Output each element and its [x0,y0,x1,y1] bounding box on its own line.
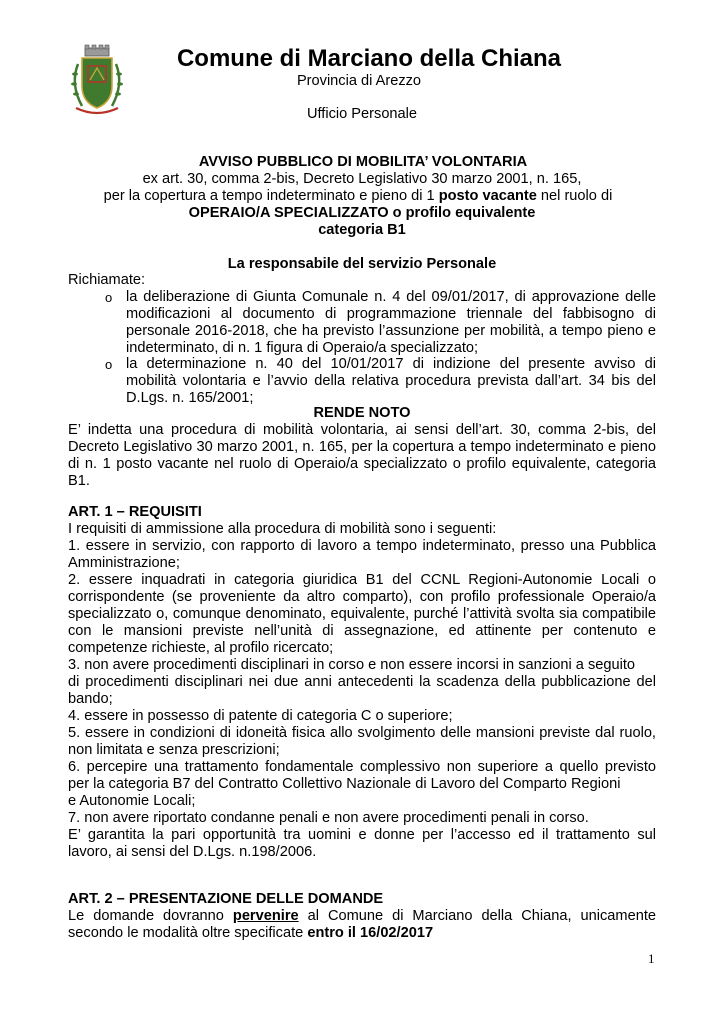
rende-noto-line: E’ indetta una procedura di mobilità volontaria, ai sensi dell’art. 30, comma 2-bis, del [68,422,656,438]
notice-title: AVVISO PUBBLICO DI MOBILITA’ VOLONTARIA [198,154,528,170]
richiamate-item-1-line: indeterminato, di n. 1 figura di Operaio/a specializzato; [126,340,479,356]
art2-line2-bold: entro il 16/02/2017 [307,925,434,941]
art1-line: bando; [68,691,113,707]
coverage-post: nel ruolo di [540,188,613,204]
art1-line: 2. essere inquadrati in categoria giuridica B1 del CCNL Regioni-Autonomie Locali o [68,572,656,588]
notice-role: OPERAIO/A SPECIALIZZATO o profilo equivalente [188,205,536,221]
art1-line: corrispondente (se proveniente da altro comparto), con profilo professionale Operaio/a [68,589,656,605]
art1-line: e Autonomie Locali; [68,793,196,809]
art1-line: competenze richieste, al profilo ricercato; [68,640,334,656]
art1-line: per la categoria B7 del Contratto Collettivo Nazionale di Lavoro del Comparto Regioni [68,776,621,792]
art1-line: di procedimenti disciplinari nei due anni antecedenti la scadenza della pubblicazione del [68,674,656,690]
art1-line: 1. essere in servizio, con rapporto di lavoro a tempo indeterminato, presso una Pubblica [68,538,656,554]
municipality-title: Comune di Marciano della Chiana [176,45,562,72]
richiamate-item-2-line: la determinazione n. 40 del 10/01/2017 di indizione del presente avviso di [126,356,656,372]
art1-line: non limitata e senza prescrizioni; [68,742,280,758]
rende-noto-line: Decreto Legislativo 30 marzo 2001, n. 165, per la copertura a tempo indeterminato e pieno [68,439,656,455]
art1-line: 5. essere in condizioni di idoneità fisica allo svolgimento delle mansioni previste dal ruolo, [68,725,656,741]
notice-legal-ref: ex art. 30, comma 2-bis, Decreto Legislativo 30 marzo 2001, n. 165, [142,171,582,187]
list-bullet: o [105,290,113,305]
rende-noto-heading: RENDE NOTO [313,405,411,421]
rende-noto-line: B1. [68,473,90,489]
coverage-bold: posto vacante [438,188,537,204]
art2-line-2 [68,925,656,942]
art1-heading: ART. 1 – REQUISITI [68,504,202,520]
richiamate-item-2-line: D.Lgs. n. 165/2001; [126,390,254,406]
notice-category: categoria B1 [318,222,406,238]
art1-line: 4. essere in possesso di patente di categoria C o superiore; [68,708,453,724]
art2-line-1 [68,908,656,925]
art1-line: Amministrazione; [68,555,180,571]
responsible-heading: La responsabile del servizio Personale [227,256,497,272]
list-bullet: o [105,357,113,372]
art1-line: specializzato o, comunque denominato, equivalente, purché l’attività svolta sia compatibile [68,606,656,622]
richiamate-item-1-line: personale 2016-2018, che ha previsto l’assunzione per mobilità, a tempo pieno e [126,323,656,339]
rende-noto-line: di n. 1 posto vacante nel ruolo di Operaio/a specializzato o profilo equivalente, categoria [68,456,656,472]
notice-coverage-line [0,188,720,204]
richiamate-item-2-line: mobilità volontaria e l’avvio della relativa procedura prevista dall’art. 34 bis del [126,373,656,389]
art1-line: lavoro, ai sensi del D.Lgs. n.198/2006. [68,844,317,860]
richiamate-label: Richiamate: [68,272,146,288]
office-text: Ufficio Personale [306,106,418,122]
page-number: 1 [648,951,655,966]
art2-line1-post: al Comune di Marciano della Chiana, unicamente [307,908,656,924]
richiamate-item-1-line: modificazioni al documento di programmazione triennale del fabbisogno di [126,306,656,322]
province-text: Provincia di Arezzo [296,73,422,89]
coverage-pre: per la copertura a tempo indeterminato e pieno di 1 [103,188,435,204]
art2-heading: ART. 2 – PRESENTAZIONE DELLE DOMANDE [68,891,384,907]
richiamate-item-1-line: la deliberazione di Giunta Comunale n. 4 del 09/01/2017, di approvazione delle [126,289,656,305]
art1-line: con le mansioni previste nell’unità di assegnazione, ed attinente per contenuto e [68,623,656,639]
art1-line: 3. non avere procedimenti disciplinari in corso e non essere incorsi in sanzioni a seguito [68,657,636,673]
art1-line: E’ garantita la pari opportunità tra uomini e donne per l’accesso ed il trattamento sul [68,827,656,843]
art1-line: 6. percepire una trattamento fondamentale complessivo non superiore a quello previsto [68,759,656,775]
art2-line1-underlined: pervenire [232,908,299,924]
art2-line1-pre: Le domande dovranno [68,908,224,924]
art2-line2-pre: secondo le modalità oltre specificate [68,925,304,941]
art1-line: I requisiti di ammissione alla procedura di mobilità sono i seguenti: [68,521,497,537]
art1-line: 7. non avere riportato condanne penali e non avere procedimenti penali in corso. [68,810,589,826]
